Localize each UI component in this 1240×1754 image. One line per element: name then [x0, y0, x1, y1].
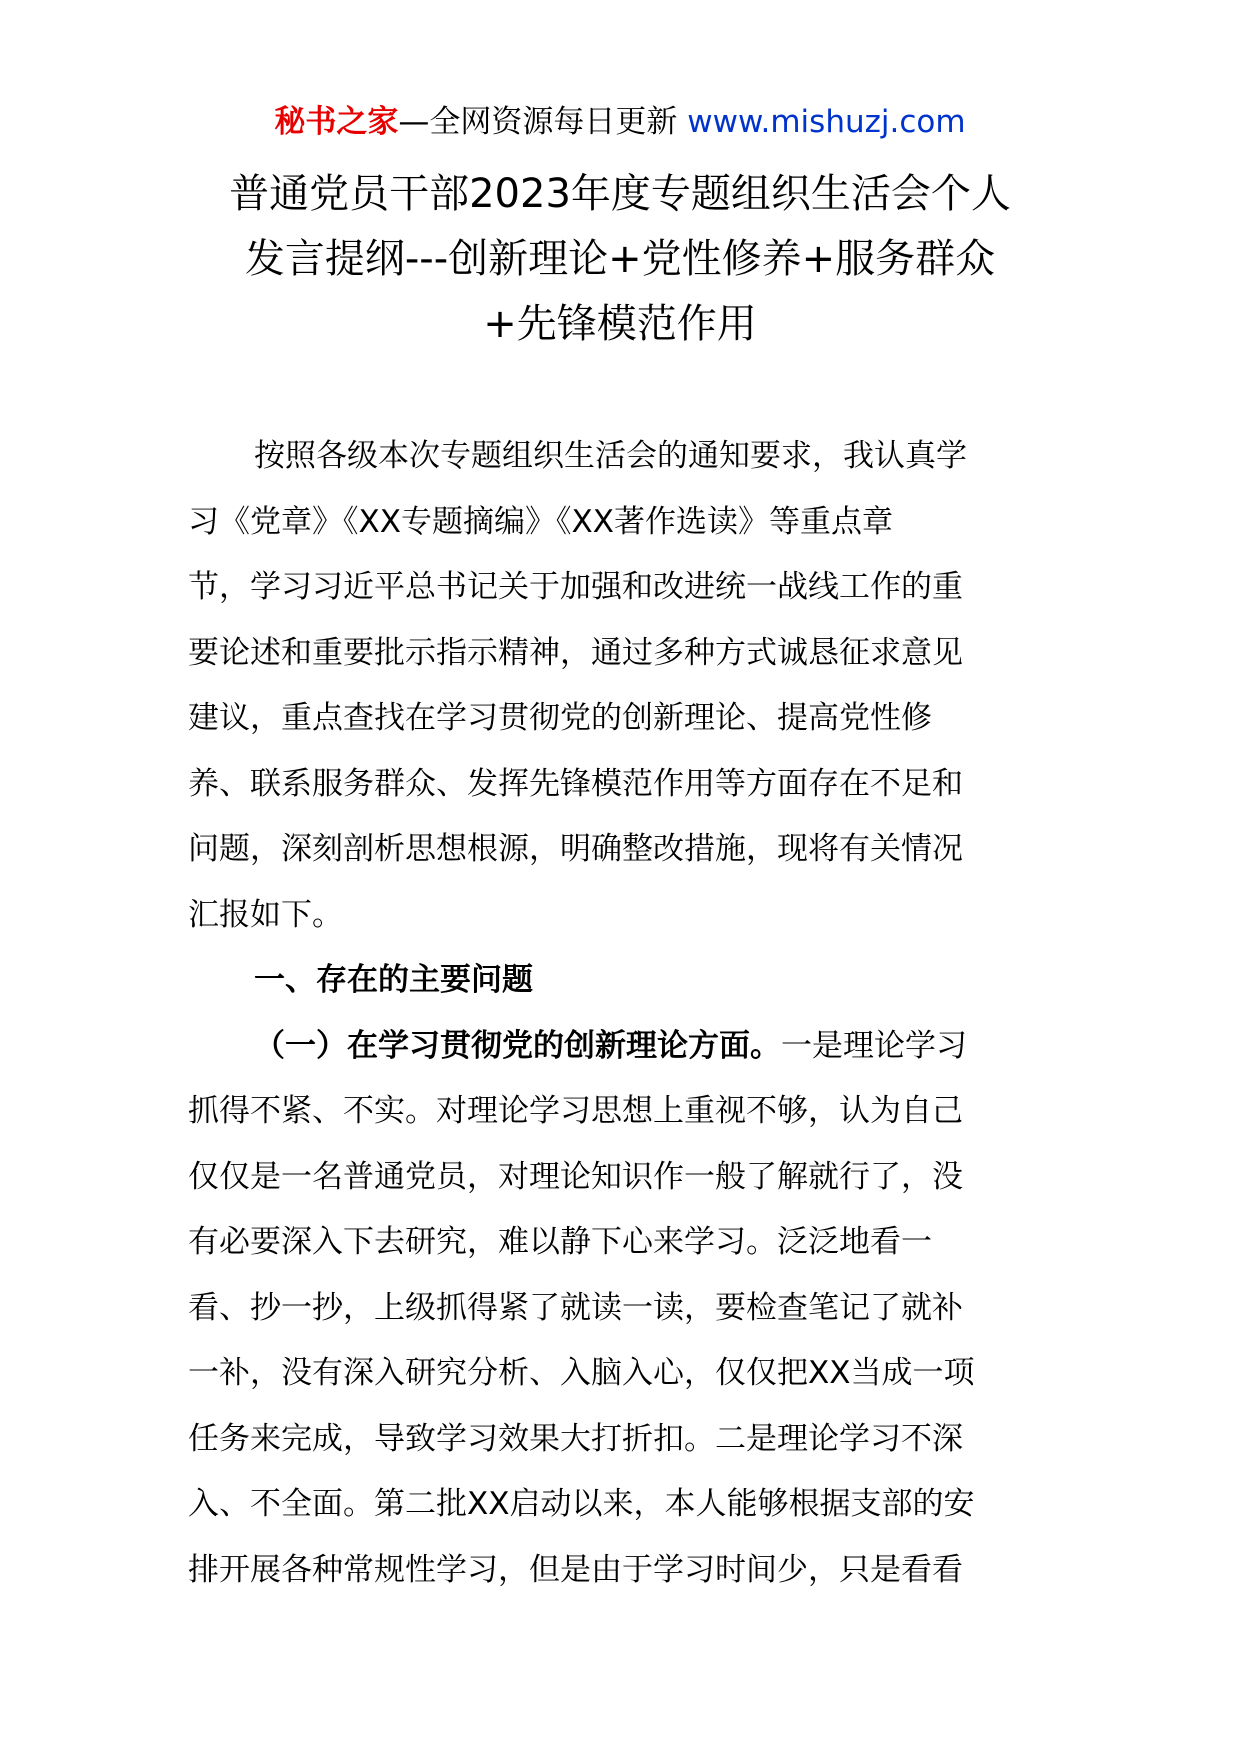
subsection-first-line	[188, 1014, 1068, 1080]
banner-brand: 秘书之家	[274, 104, 399, 140]
title-line: 普通党员干部2023年度专题组织生活会个人	[229, 171, 1011, 217]
banner-tagline: —全网资源每日更新	[398, 104, 688, 140]
body-line: 入、不全面。第二批XX启动以来，本人能够根据支部的安	[188, 1486, 975, 1522]
banner-url-link[interactable]: www.mishuzj.com	[687, 104, 966, 140]
body-line: 抓得不紧、不实。对理论学习思想上重视不够，认为自己	[188, 1093, 963, 1129]
body-line: 一补，没有深入研究分析、入脑入心，仅仅把XX当成一项	[188, 1355, 975, 1391]
document-title	[170, 162, 1070, 357]
body-line: 汇报如下。	[188, 896, 343, 933]
section-heading: 一、存在的主要问题	[254, 962, 533, 998]
body-line: 排开展各种常规性学习，但是由于学习时间少，只是看看	[188, 1551, 963, 1588]
body-line: 看、抄一抄，上级抓得紧了就读一读，要检查笔记了就补	[188, 1289, 963, 1326]
body-line: 按照各级本次专题组织生活会的通知要求，我认真学	[254, 438, 967, 474]
site-banner	[0, 100, 1240, 144]
document-body	[188, 424, 1068, 1603]
title-line: +先锋模范作用	[483, 301, 757, 347]
body-line: 习《党章》《XX专题摘编》《XX著作选读》等重点章	[188, 503, 893, 540]
title-line: 发言提纲---创新理论+党性修养+服务群众	[244, 236, 996, 282]
body-line: 有必要深入下去研究，难以静下心来学习。泛泛地看一	[188, 1224, 932, 1260]
body-line: 节，学习习近平总书记关于加强和改进统一战线工作的重	[188, 569, 963, 605]
body-line: 要论述和重要批示指示精神，通过多种方式诚恳征求意见	[188, 634, 963, 671]
body-line: 仅仅是一名普通党员，对理论知识作一般了解就行了，没	[188, 1158, 963, 1195]
body-line: 养、联系服务群众、发挥先锋模范作用等方面存在不足和	[188, 765, 963, 802]
subsection-heading: （一）在学习贯彻党的创新理论方面。	[254, 1027, 781, 1064]
body-line-rest: 一是理论学习	[781, 1027, 967, 1064]
body-line: 建议，重点查找在学习贯彻党的创新理论、提高党性修	[188, 700, 932, 736]
body-line: 任务来完成，导致学习效果大打折扣。二是理论学习不深	[188, 1420, 963, 1457]
body-line: 问题，深刻剖析思想根源，明确整改措施，现将有关情况	[188, 831, 963, 867]
